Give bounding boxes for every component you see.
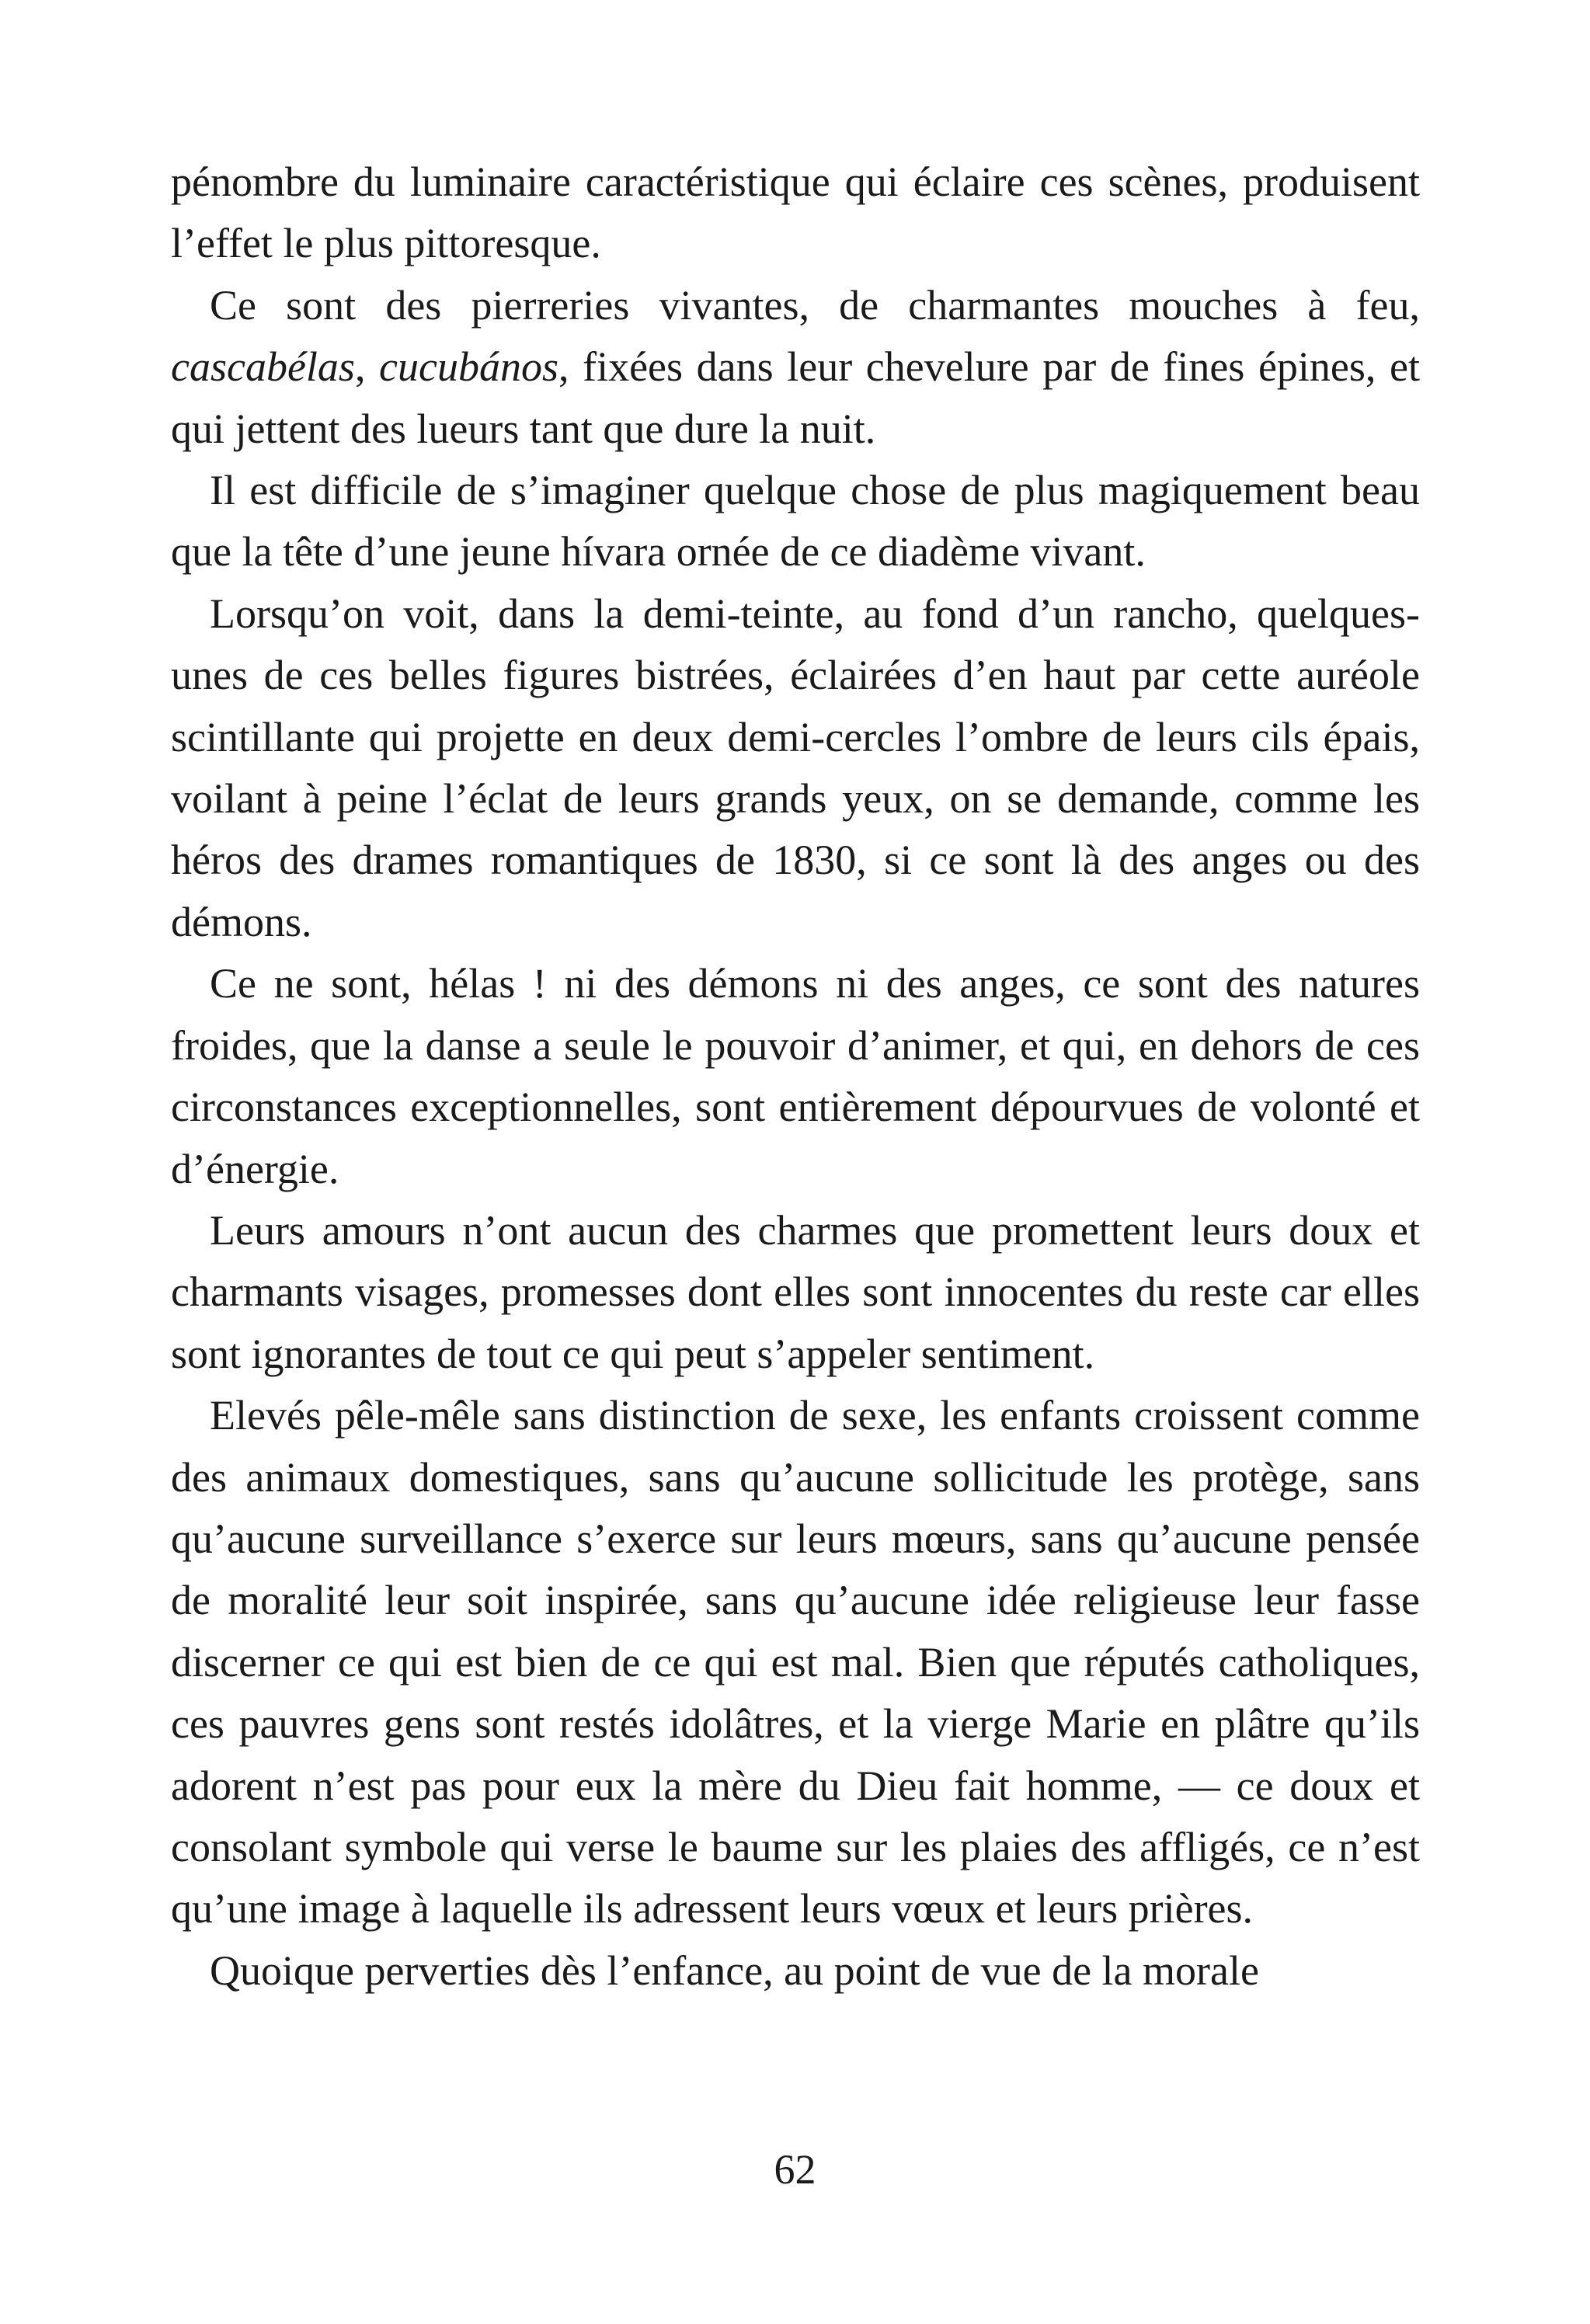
page-number: 62 <box>774 2146 816 2193</box>
paragraph-5-text: Ce ne sont, hélas ! ni des démons ni des anges, ce sont des natures froides, que la danse a seule le pouvoir d’animer, et qui, en dehors de ces circonstances exceptionnelles, sont entièrement dépourvues de volonté et d’énergie. <box>171 960 1420 1192</box>
paragraph-5 <box>171 953 1420 1200</box>
paragraph-3-text: Il est difficile de s’imaginer quelque chose de plus magiquement beau que la tête d’une jeune hívara ornée de ce diadème vivant. <box>171 467 1420 576</box>
body-text <box>171 151 1420 2002</box>
paragraph-3 <box>171 460 1420 583</box>
paragraph-4 <box>171 583 1420 953</box>
paragraph-2 <box>171 275 1420 460</box>
paragraph-2-separator: , <box>354 343 380 391</box>
paragraph-7 <box>171 1385 1420 1940</box>
paragraph-2-text-b: , fixées dans leur chevelure par de fines épines, et qui jettent des lueurs tant que dure la nuit. <box>171 343 1420 452</box>
paragraph-6 <box>171 1200 1420 1385</box>
paragraph-6-text: Leurs amours n’ont aucun des charmes que promettent leurs doux et charmants visages, promesses dont elles sont innocentes du reste car elles sont ignorantes de tout ce qui peut s’appeler sentiment. <box>171 1206 1420 1377</box>
paragraph-1 <box>171 151 1420 275</box>
paragraph-4-text: Lorsqu’on voit, dans la demi-teinte, au fond d’un rancho, quelques-unes de ces belles figures bistrées, éclairées d’en haut par cette auréole scintillante qui projette en deux demi-cercles l’ombre de leurs cils épais, voilant à peine l’éclat de leurs grands yeux, on se demande, comme les héros des drames romantiques de 1830, si ce sont là des anges ou des démons. <box>171 590 1420 945</box>
paragraph-1-text: pénombre du luminaire caractéristique qui éclaire ces scènes, produisent l’effet le plus pittoresque. <box>171 158 1420 267</box>
italic-term-cascabelas: cascabélas <box>171 343 355 391</box>
italic-term-cucubanos: cucubános <box>379 343 558 391</box>
paragraph-2-text-a: Ce sont des pierreries vivantes, de charmantes mouches à feu, <box>210 281 1420 329</box>
paragraph-8 <box>171 1940 1420 2002</box>
paragraph-7-text: Elevés pêle-mêle sans distinction de sexe, les enfants croissent comme des animaux domestiques, sans qu’aucune sollicitude les protège, sans qu’aucune surveillance s’exerce sur leurs mœurs, sans qu’aucune pensée de moralité leur soit inspirée, sans qu’aucune idée religieuse leur fasse discerner ce qui est bien de ce qui est mal. Bien que réputés catholiques, ces pauvres gens sont restés idolâtres, et la vierge Marie en plâtre qu’ils adorent n’est pas pour eux la mère du Dieu fait homme, — ce doux et consolant symbole qui verse le baume sur les plaies des affligés, ce n’est qu’une image à laquelle ils adressent leurs vœux et leurs prières. <box>171 1392 1420 1933</box>
paragraph-8-text: Quoique perverties dès l’enfance, au point de vue de la morale <box>210 1947 1259 1994</box>
